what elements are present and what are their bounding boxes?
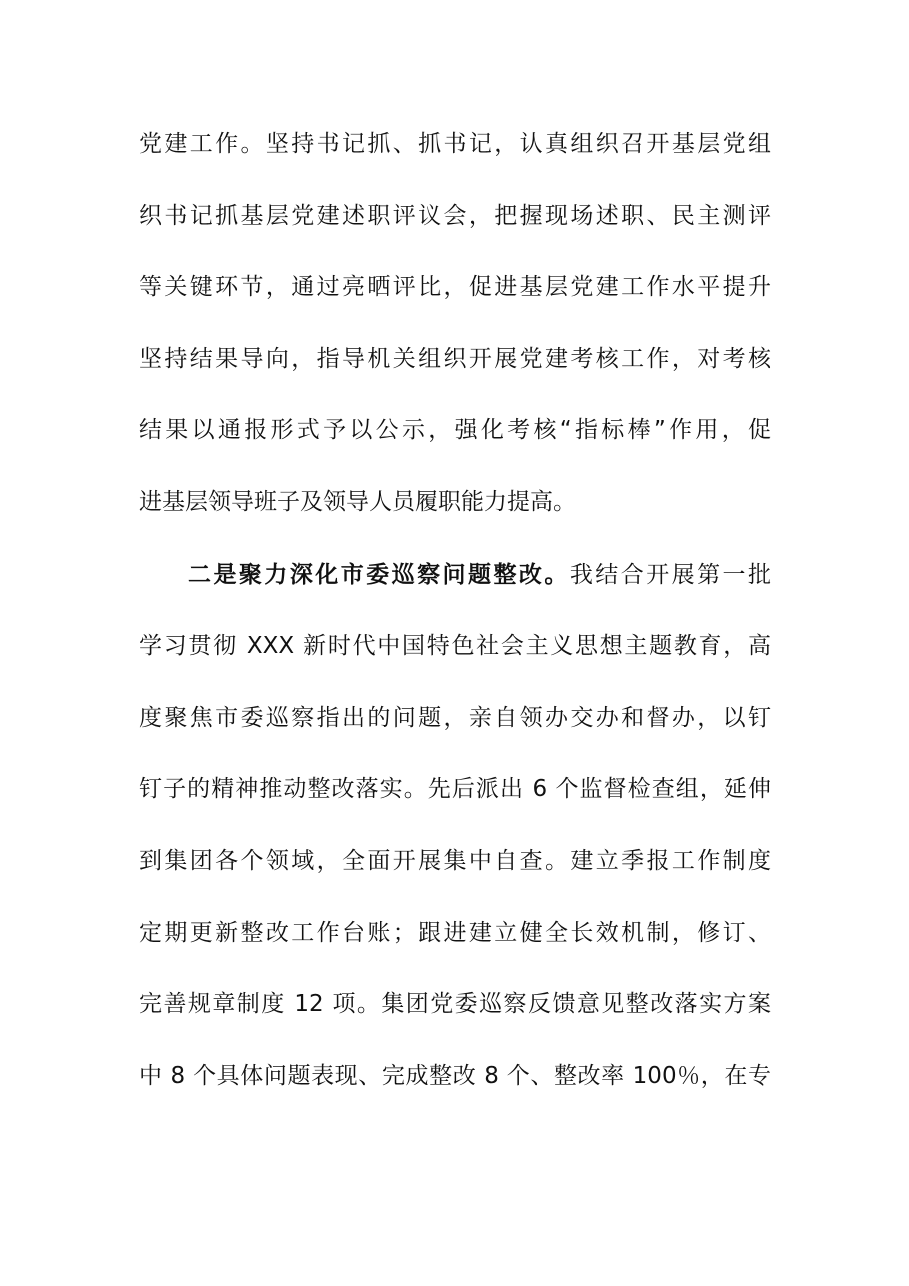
body-text-line: 进基层领导班子及领导人员履职能力提高。: [139, 489, 576, 515]
section-heading-line: [188, 557, 771, 593]
body-text-line: 坚持结果导向，指导机关组织开展党建考核工作，对考核: [139, 346, 771, 372]
body-text-line: 织书记抓基层党建述职评议会，把握现场述职、民主测评: [139, 203, 771, 229]
body-text-line: 结果以通报形式予以公示，强化考核“指标棒”作用，促: [139, 417, 771, 443]
body-text-line: 学习贯彻 XXX 新时代中国特色社会主义思想主题教育，高: [139, 633, 771, 659]
body-text-line: 党建工作。坚持书记抓、抓书记，认真组织召开基层党组: [139, 131, 771, 157]
body-text-line: 度聚焦市委巡察指出的问题，亲自领办交办和督办，以钉: [139, 705, 771, 731]
body-text-line: 到集团各个领域，全面开展集中自查。建立季报工作制度: [139, 848, 771, 874]
body-text-line: 钉子的精神推动整改落实。先后派出 6 个监督检查组，延伸: [139, 776, 771, 802]
section-heading: 二是聚力深化市委巡察问题整改。: [188, 562, 570, 588]
section-heading-rest: 我结合开展第一批: [569, 562, 772, 588]
body-text-line: 完善规章制度 12 项。集团党委巡察反馈意见整改落实方案: [139, 991, 771, 1017]
body-text-line: 中 8 个具体问题表现、完成整改 8 个、整改率 100％，在专: [139, 1063, 771, 1089]
body-text-line: 定期更新整改工作台账；跟进建立健全长效机制，修订、: [139, 920, 771, 946]
body-text-line: 等关键环节，通过亮晒评比，促进基层党建工作水平提升: [139, 274, 771, 300]
